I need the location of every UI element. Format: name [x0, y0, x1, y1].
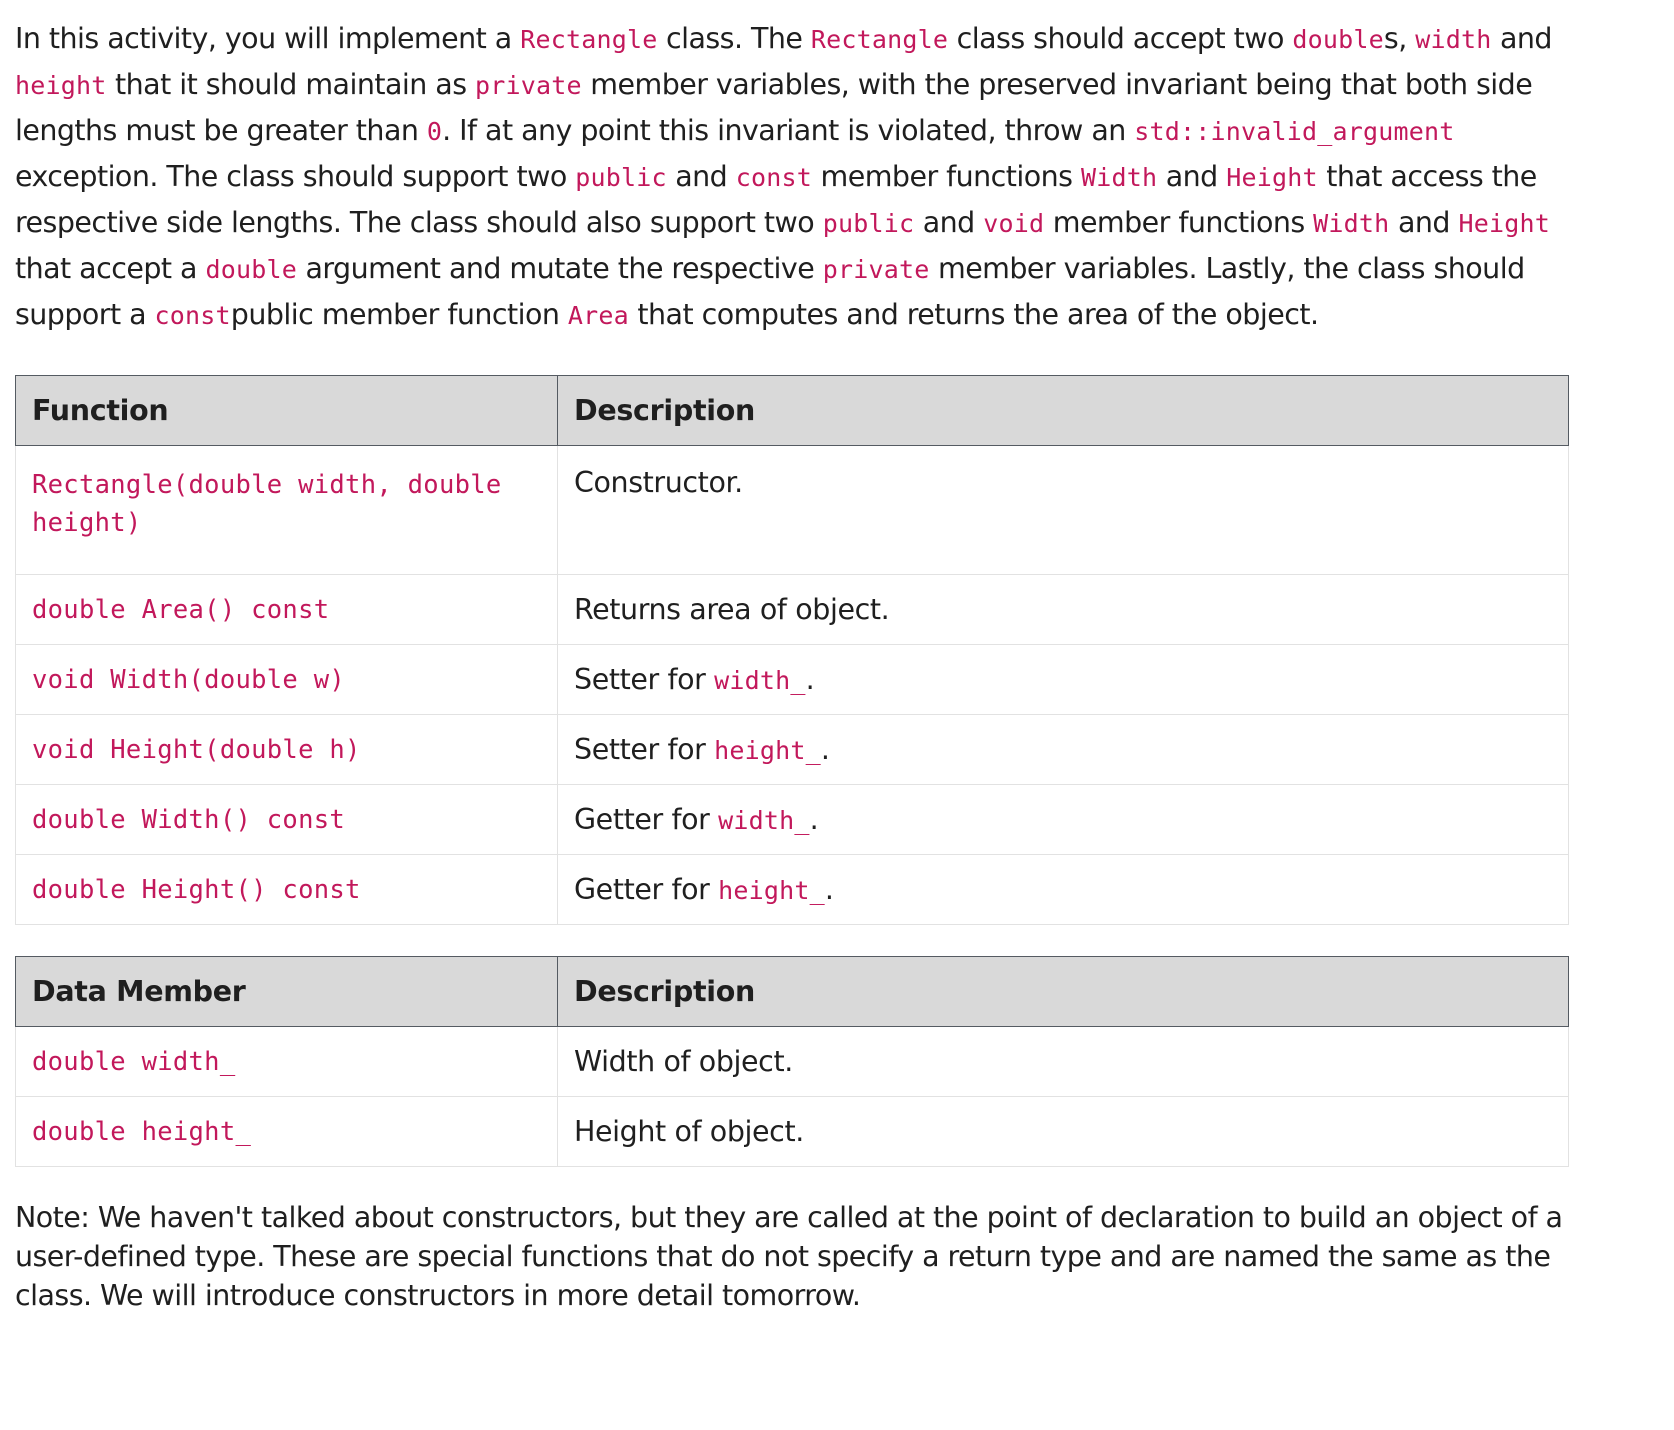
function-signature: void Width(double w)	[16, 645, 558, 715]
intro-text: and	[1157, 160, 1227, 193]
inline-code: width	[1415, 25, 1492, 54]
inline-code: double	[205, 255, 297, 284]
intro-text: exception. The class should support two	[15, 160, 576, 193]
intro-text: public member function	[230, 298, 568, 331]
function-description: Returns area of object.	[558, 575, 1569, 645]
intro-text: that accept a	[15, 252, 206, 285]
intro-text: member variables, with the preserved invariant being that both side lengths must be greater than	[15, 68, 1533, 147]
table-header-row	[16, 376, 1569, 446]
function-description: Constructor.	[558, 446, 1569, 575]
inline-code: Width	[1080, 163, 1158, 192]
table-row	[16, 575, 1569, 645]
inline-code: double	[1292, 25, 1384, 54]
intro-text: member functions	[1044, 206, 1314, 239]
inline-code: Rectangle	[520, 25, 658, 54]
intro-text: that computes and returns the area of the object.	[628, 298, 1319, 331]
table-row	[16, 855, 1569, 925]
function-description: Setter for height_.	[558, 715, 1569, 785]
table-row	[16, 446, 1569, 575]
intro-text: and	[914, 206, 984, 239]
function-description: Getter for height_.	[558, 855, 1569, 925]
inline-code: public	[822, 209, 915, 238]
inline-code: Area	[567, 301, 629, 330]
intro-text: member variables. Lastly, the class should support a	[15, 252, 1525, 331]
note-paragraph: Note: We haven't talked about constructors, but they are called at the point of declaration to build an object of a user-defined type. These are special functions that do not specify a return type and are named the same as the class. We will introduce constructors in more detail tomorrow.	[15, 1201, 1563, 1312]
function-signature: double Width() const	[16, 785, 558, 855]
inline-code: height_	[714, 736, 821, 765]
column-header-description: Description	[558, 376, 1569, 446]
table-header-row	[16, 957, 1569, 1027]
intro-text: and	[666, 160, 736, 193]
function-description: Setter for width_.	[558, 645, 1569, 715]
data-member-name: double width_	[16, 1027, 558, 1097]
table-row	[16, 1097, 1569, 1167]
inline-code: private	[475, 71, 582, 100]
functions-table	[15, 375, 1569, 925]
table-row	[16, 715, 1569, 785]
function-signature: double Area() const	[16, 575, 558, 645]
column-header-data-member: Data Member	[16, 957, 558, 1027]
intro-text: that access the respective side lengths. The class should also support two	[15, 160, 1537, 239]
inline-code: Height	[1458, 209, 1550, 238]
inline-code: height_	[718, 876, 825, 905]
intro-text: In this activity, you will implement a	[15, 22, 521, 55]
function-description: Getter for width_.	[558, 785, 1569, 855]
function-signature: Rectangle(double width, double height)	[16, 446, 558, 575]
inline-code: Height	[1226, 163, 1318, 192]
intro-text: member functions	[812, 160, 1081, 193]
intro-text: s,	[1383, 22, 1416, 55]
function-signature: double Height() const	[16, 855, 558, 925]
inline-code: width_	[718, 806, 810, 835]
intro-text: class. The	[657, 22, 811, 55]
inline-code: public	[575, 163, 667, 192]
inline-code: Rectangle	[810, 25, 949, 54]
inline-code: const	[735, 163, 812, 192]
intro-text: and	[1389, 206, 1459, 239]
column-header-function: Function	[16, 376, 558, 446]
intro-paragraph	[15, 16, 1567, 338]
inline-code: void	[983, 209, 1045, 238]
inline-code: const	[154, 301, 231, 330]
inline-code: Width	[1313, 209, 1390, 238]
intro-text: and	[1491, 22, 1552, 55]
function-signature: void Height(double h)	[16, 715, 558, 785]
data-member-description: Width of object.	[558, 1027, 1569, 1097]
table-row	[16, 1027, 1569, 1097]
column-header-description: Description	[558, 957, 1569, 1027]
data-member-name: double height_	[16, 1097, 558, 1167]
intro-text: argument and mutate the respective	[296, 252, 823, 285]
intro-text: class should accept two	[948, 22, 1293, 55]
data-member-description: Height of object.	[558, 1097, 1569, 1167]
inline-code: std::invalid_argument	[1134, 117, 1455, 146]
intro-text: that it should maintain as	[106, 68, 476, 101]
intro-text: . If at any point this invariant is violated, throw an	[442, 114, 1135, 147]
inline-code: height	[15, 71, 107, 100]
inline-code: private	[822, 255, 930, 284]
data-members-table	[15, 956, 1569, 1167]
inline-code: 0	[426, 117, 443, 146]
table-row	[16, 645, 1569, 715]
inline-code: width_	[714, 666, 806, 695]
table-row	[16, 785, 1569, 855]
